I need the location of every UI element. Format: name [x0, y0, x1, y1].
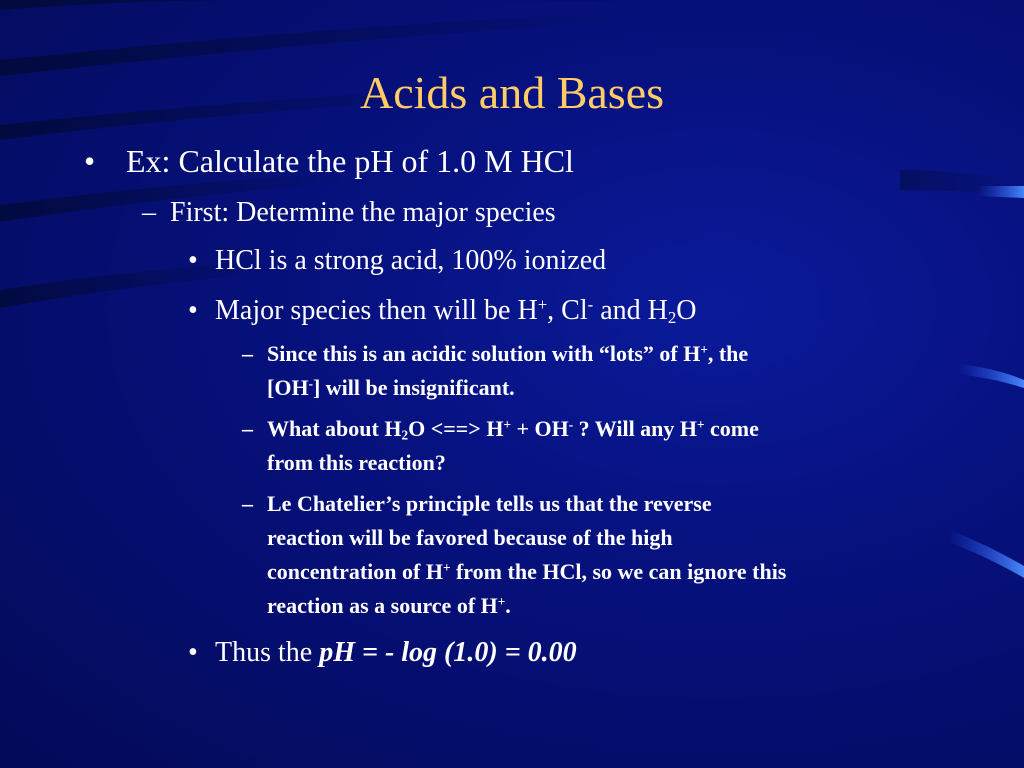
dash-marker: – — [142, 197, 156, 228]
bullet-marker: • — [84, 143, 96, 179]
ph-formula: pH = - log (1.0) = 0.00 — [319, 637, 577, 668]
subbullet-le-chatelier-line2: reaction will be favored because of the high — [267, 525, 673, 550]
subbullet-what-about-line2: from this reaction? — [267, 450, 446, 475]
subbullet-le-chatelier-line4: reaction as a source of H+. — [267, 593, 511, 618]
dash-marker: – — [242, 416, 253, 441]
subbullet-since-line1: Since this is an acidic solution with “lots” of H+, the — [267, 341, 749, 366]
dash-marker: – — [242, 491, 253, 516]
bullet-hcl-strong-text: HCl is a strong acid, 100% ionized — [215, 245, 607, 276]
bullet-major-species-text: Major species then will be H+, Cl- and $H_2O$ — [215, 294, 697, 328]
bullet-thus-text: Thus the pH = - log (1.0) = 0.00 — [215, 637, 577, 668]
subbullet-what-about-line1: What about $H_2O$ <==> H+ + OH- ? Will any H+ come — [267, 416, 759, 443]
bullet-ex-text: Ex: Calculate the pH of 1.0 M HCl — [126, 143, 574, 179]
bullet-marker: • — [188, 295, 198, 326]
subbullet-le-chatelier-line3: concentration of H+ from the HCl, so we can ignore this — [267, 559, 787, 584]
slide-title: Acids and Bases — [359, 67, 665, 118]
subbullet-first-text: First: Determine the major species — [170, 197, 556, 228]
bullet-marker: • — [188, 637, 198, 668]
subbullet-le-chatelier-line1: Le Chatelier’s principle tells us that the reverse — [267, 491, 712, 516]
dash-marker: – — [242, 341, 253, 366]
bullet-marker: • — [188, 245, 198, 276]
subbullet-since-line2: [OH-] will be insignificant. — [267, 375, 515, 400]
